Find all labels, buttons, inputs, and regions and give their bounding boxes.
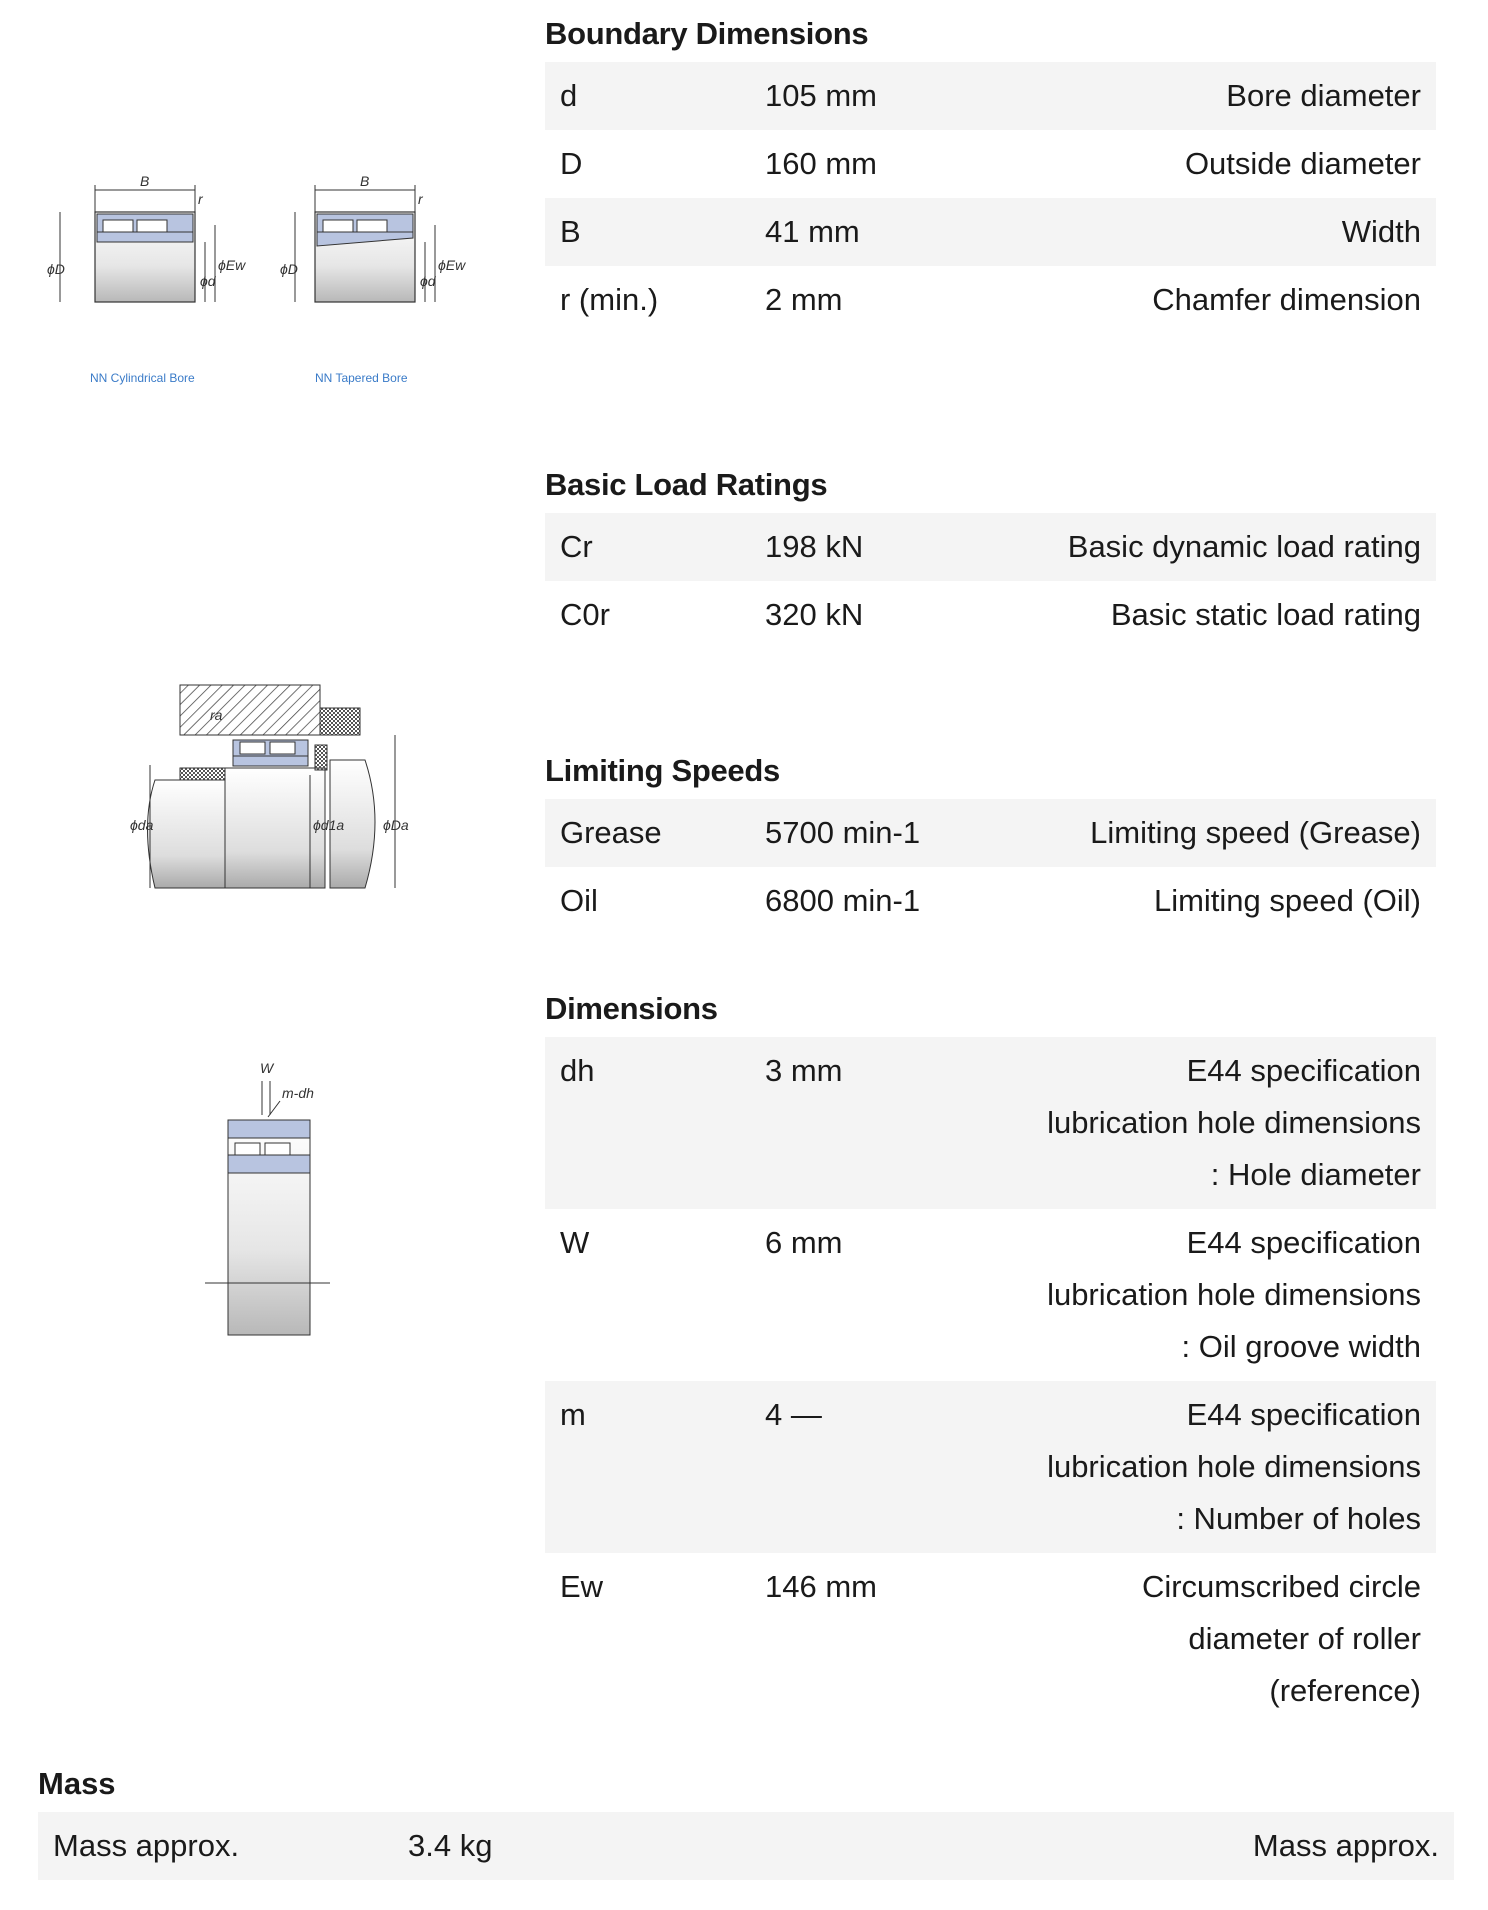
- section-title: Mass: [38, 1766, 116, 1801]
- label-phiEw-left: ϕEw: [218, 257, 246, 273]
- limiting-speeds-section: [545, 749, 1436, 935]
- label-d1a: ϕd1a: [313, 817, 345, 833]
- row-symbol: r (min.): [560, 282, 659, 317]
- table-row: [545, 130, 1436, 198]
- row-description: Mass approx.: [723, 1812, 1454, 1880]
- load-ratings-table: [545, 513, 1436, 649]
- row-symbol: B: [545, 198, 750, 266]
- label-phiD-right: ϕD: [280, 261, 298, 277]
- bearing-bore-diagram: [47, 170, 475, 395]
- label-m-dh: m-dh: [282, 1085, 314, 1101]
- row-symbol: D: [560, 146, 583, 181]
- tapered-bore-drawing: [280, 173, 466, 385]
- cylindrical-bore-drawing: [47, 173, 246, 385]
- table-row: [545, 867, 1436, 935]
- row-description: Basic static load rating: [1110, 597, 1421, 632]
- row-value: 4 —: [750, 1381, 1030, 1553]
- mounting-dimensions-diagram: [125, 680, 425, 895]
- limiting-speeds-table: [545, 799, 1436, 935]
- table-row: [545, 62, 1436, 130]
- row-description: Limiting speed (Oil): [1153, 883, 1421, 918]
- row-symbol: d: [545, 62, 750, 130]
- mass-table: [38, 1812, 1454, 1880]
- label-da: ϕda: [130, 817, 154, 833]
- row-symbol: Grease: [545, 799, 750, 867]
- section-title: Boundary Dimensions: [545, 16, 869, 51]
- section-title: Dimensions: [545, 991, 718, 1026]
- row-value: 198 kN: [750, 513, 1030, 581]
- label-phiEw-right: ϕEw: [438, 257, 466, 273]
- dimensions-table: [545, 1037, 1436, 1725]
- section-title: Basic Load Ratings: [545, 467, 828, 502]
- basic-load-ratings-section: [545, 463, 1436, 649]
- table-row: [38, 1812, 1454, 1880]
- row-symbol: Oil: [560, 883, 598, 918]
- row-symbol: m: [545, 1381, 750, 1553]
- table-row: [545, 1209, 1436, 1381]
- row-symbol: W: [560, 1225, 590, 1260]
- row-description: E44 specification lubrication hole dimensions : Hole diameter: [1030, 1037, 1436, 1209]
- row-value: 160 mm: [765, 146, 877, 181]
- label-r: r: [198, 191, 203, 207]
- table-row: [545, 1381, 1436, 1553]
- row-value: 41 mm: [750, 198, 1030, 266]
- label-W: W: [260, 1060, 274, 1076]
- row-value: 5700 min-1: [750, 799, 1030, 867]
- table-row: [545, 581, 1436, 649]
- row-value: 146 mm: [765, 1569, 877, 1604]
- row-description: Circumscribed circle diameter of roller (reference): [1141, 1569, 1421, 1708]
- label-ra: ra: [210, 707, 223, 723]
- row-value: 105 mm: [750, 62, 1030, 130]
- label-r-right: r: [418, 191, 423, 207]
- caption-tapered-bore: NN Tapered Bore: [315, 371, 408, 385]
- section-title: Limiting Speeds: [545, 753, 780, 788]
- row-value: 3.4 kg: [393, 1812, 723, 1880]
- row-description: E44 specification lubrication hole dimensions : Number of holes: [1030, 1381, 1436, 1553]
- row-symbol: C0r: [560, 597, 610, 632]
- row-description: Width: [1030, 198, 1436, 266]
- row-value: 2 mm: [765, 282, 843, 317]
- table-row: [545, 1037, 1436, 1209]
- row-value: 320 kN: [765, 597, 864, 632]
- row-description: Limiting speed (Grease): [1030, 799, 1436, 867]
- label-Da: ϕDa: [383, 817, 409, 833]
- row-value: 6800 min-1: [765, 883, 921, 918]
- row-description: E44 specification lubrication hole dimensions : Oil groove width: [1047, 1225, 1421, 1364]
- table-row: [545, 1553, 1436, 1725]
- table-row: [545, 198, 1436, 266]
- row-symbol: Cr: [545, 513, 750, 581]
- label-phiD-left: ϕD: [47, 261, 65, 277]
- row-symbol: Mass approx.: [38, 1812, 393, 1880]
- label-B-right: B: [360, 173, 370, 189]
- dimensions-section: [545, 987, 1436, 1725]
- caption-cylindrical-bore: NN Cylindrical Bore: [90, 371, 195, 385]
- row-description: Chamfer dimension: [1152, 282, 1421, 317]
- lubrication-hole-diagram: [200, 1055, 340, 1285]
- table-row: [545, 513, 1436, 581]
- label-phid-right: ϕd: [420, 273, 436, 289]
- boundary-dimensions-table: [545, 62, 1436, 334]
- row-description: Bore diameter: [1030, 62, 1436, 130]
- row-description: Outside diameter: [1184, 146, 1421, 181]
- label-phid-left: ϕd: [200, 273, 216, 289]
- table-row: [545, 266, 1436, 334]
- boundary-dimensions-section: [545, 12, 1436, 334]
- row-value: 3 mm: [750, 1037, 1030, 1209]
- mass-section: [38, 1762, 1454, 1880]
- row-value: 6 mm: [765, 1225, 843, 1260]
- table-row: [545, 799, 1436, 867]
- row-symbol: Ew: [560, 1569, 604, 1604]
- row-description: Basic dynamic load rating: [1030, 513, 1436, 581]
- row-symbol: dh: [545, 1037, 750, 1209]
- label-B: B: [140, 173, 150, 189]
